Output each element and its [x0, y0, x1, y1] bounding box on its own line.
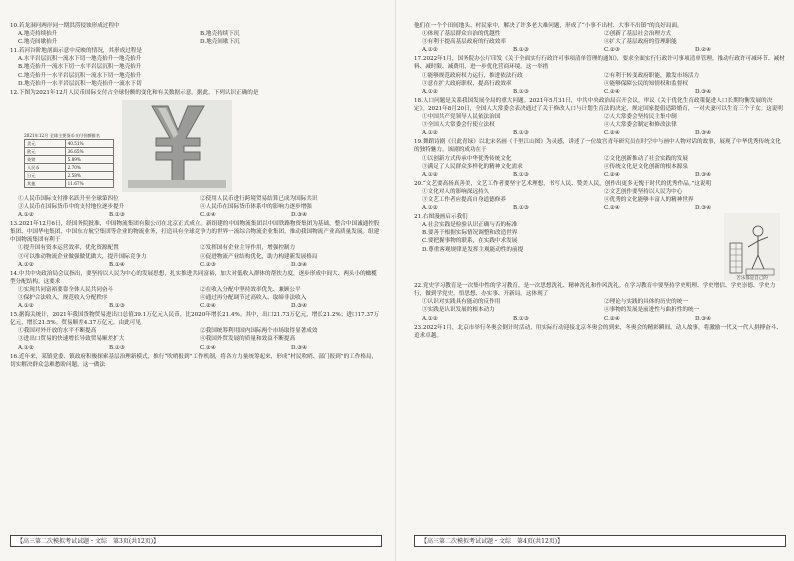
option: D.尊重客观规律是发挥主观能动性的前提: [422, 246, 524, 253]
statement: ①以创新方式传承中华优秀传统文化: [422, 155, 512, 162]
question-stem: 17.2022年1月，国务院办公厅印发《关于全面实行行政许可事项清单管理的通知》，要求全面实行行政许可事项清单管理，推动行政许可减环节、减材料、减时限、减费用，进一步优化营商环境。这一举措: [414, 56, 785, 71]
option: B.①③: [109, 212, 125, 219]
options: [422, 204, 786, 212]
statements: [422, 113, 786, 129]
table-row: [25, 155, 114, 163]
statement: ①我国对外开放的水平不断提高: [18, 328, 97, 335]
statement: ①认识对实践具有能动的反作用: [422, 299, 501, 306]
statement: ②使用人民币进行跨境贸易结算已成为国际共识: [200, 195, 318, 202]
left-page-footer: [10, 535, 382, 547]
question-20: [414, 180, 786, 212]
option: C.②③: [604, 47, 620, 54]
option: B.①③: [109, 344, 125, 351]
table-row: [25, 163, 114, 171]
footer-title: 【高三第二次模拟考试试题・文综 第4页(共12页)】: [421, 538, 564, 545]
option: A.①②: [18, 344, 34, 351]
question-stem: 16.近年来，某镇党委、镇政府积极探索基层治理新模式，推行“吹哨报到”工作机制，将各方力量统筹起来，形成“村民吹哨、部门报到”的工作格局，切实解决群众急难愁盼问题。这一做法: [10, 353, 378, 368]
option: B.①③: [513, 205, 529, 212]
option: B.①③: [513, 130, 529, 137]
question-19: [414, 138, 786, 178]
statement: ④能够保障公民的知情权和监督权: [604, 80, 688, 87]
question-14: [10, 270, 382, 310]
options: [18, 211, 382, 219]
option: A.水平岩层沉积一流水下切一地壳抬升一地壳抬升: [18, 56, 142, 63]
option: A.社会实践是检验认识正确与否的标准: [422, 222, 518, 229]
statements: [18, 244, 382, 260]
option: C.②④: [200, 303, 216, 310]
table-row: [25, 171, 114, 179]
statements: [422, 298, 786, 314]
left-page: [10, 22, 382, 528]
option: B.地壳持续下沉: [200, 31, 240, 38]
option: B.①③: [513, 171, 529, 178]
statements: [422, 30, 786, 46]
option: D.③④: [291, 261, 308, 268]
statement: ③实践是认识发展的根本动力: [422, 307, 495, 314]
statement: ②创新了基层社会治理方式: [604, 31, 672, 38]
table-cell: 美元: [25, 139, 66, 147]
statement: ③可以推动物流企业做强做优做大，提升国际竞争力: [18, 253, 147, 260]
table-cell: 40.51%: [65, 139, 113, 147]
right-page-footer: [414, 535, 786, 547]
question-21: [414, 213, 786, 281]
question-17: [414, 55, 786, 95]
option: B.①③: [109, 303, 125, 310]
statement: ④人大常委会制定和修改法律: [604, 122, 677, 129]
table-cell: 其他: [25, 179, 66, 187]
question-stem: 12.下图为2021年12月人民币国际支付占全球份额的变化和有关数据示意。据此，下列认识正确的是: [10, 89, 259, 96]
question-stem: 13.2021年12月6日，经国务院批准，中国物流集团有限公司在北京正式成立。新组建的中国物流集团以中国铁路物资集团为基础，整合中国诚通控股集团、中国华电集团、中国东方航空集团等企业的物流业务，打造具有全球竞争力的世界一流综合物流企业集团，推动我国物流产业高质量发展。组建中国物流集团有利于: [10, 221, 380, 244]
option: D.③④: [695, 171, 712, 178]
statement: ①提升国有资本运营效率，优化资源配置: [18, 245, 119, 252]
options: [422, 171, 786, 179]
option: A.①②: [422, 205, 438, 212]
table-cell: 人民币: [25, 163, 66, 171]
option: D.③④: [695, 88, 712, 95]
statement: ①文化对人的影响深远持久: [422, 188, 490, 195]
options: [422, 46, 786, 54]
option: C.地壳间歇抬升: [18, 39, 58, 46]
statement: ④促进物流产业结构优化，助力构建新发展格局: [200, 253, 318, 260]
question-stem: 15.据海关统计，2021年我国货物贸易进出口总值39.1万亿元人民币，比2020年增长21.4%。其中，出口21.73万亿元，增长21.2%；进口17.37万亿元，增长21.5%。贸易顺差4.37万亿元。由此可见: [10, 312, 380, 327]
option: B.①③: [513, 47, 529, 54]
table-row: [25, 139, 114, 147]
option: C.②④: [200, 212, 216, 219]
option: A.①②: [422, 88, 438, 95]
option: B.①③: [513, 88, 529, 95]
statements: [18, 286, 382, 302]
cartoon-caption: 苦乐都是自己的: [736, 276, 768, 282]
question-13: [10, 220, 382, 269]
yen-sign-image: [122, 100, 232, 192]
question-18: [414, 97, 786, 137]
question-stem: 11.若河谷阶地剖面示意中反映的情况，其形成过程是: [10, 48, 142, 55]
options: [422, 129, 786, 137]
table-row: [25, 179, 114, 187]
statement: ②我国统筹利用国内国际两个市场取得显著成效: [200, 328, 318, 335]
statement: ②有利于转变政府职能，激发市场活力: [604, 72, 700, 79]
question-12: [10, 89, 382, 219]
option: A.①②: [422, 130, 438, 137]
cartoon-illustration: [724, 213, 780, 281]
option: D.③④: [291, 212, 308, 219]
right-page: [414, 22, 786, 528]
statement: ③文艺工作者应提高自身道德修养: [422, 196, 506, 203]
table-cell: 日元: [25, 171, 66, 179]
statement: ②人大常委会坚持民主集中制: [604, 114, 677, 121]
statement: ②在收入分配中坚持效率优先、兼顾公平: [200, 286, 301, 293]
table-cell: 36.65%: [65, 147, 113, 155]
statement: ①体现了基层群众自治的优越性: [422, 31, 501, 38]
payment-share-table: [24, 132, 114, 188]
option: A.①②: [422, 47, 438, 54]
option: C.②③: [200, 261, 216, 268]
statement: ①能够规范政府权力运行，推进依法行政: [422, 72, 523, 79]
question-stem: 10.若龙洞河两岸同一期洪涝侵蚀形成过程中: [10, 23, 120, 29]
statement: ④我国外贸发展的质量和效益不断提高: [200, 336, 296, 343]
option: B.①④: [109, 261, 125, 268]
page-fold: [395, 0, 396, 561]
table-cell: 5.89%: [65, 155, 113, 163]
options: [18, 261, 382, 269]
option: A.①②: [18, 303, 34, 310]
statement: ③有利于提高基层政府的行政效率: [422, 39, 506, 46]
options: [18, 344, 382, 352]
option: C.②④: [604, 130, 620, 137]
option: D.③④: [695, 205, 712, 212]
option: C.要把握事物的联系，在实践中求发展: [422, 238, 518, 245]
statements: [18, 195, 382, 211]
option: D.地壳抬升一水平岩层沉积一地壳抬升一流水下切: [18, 80, 142, 87]
question-15: [10, 311, 382, 351]
table-row: [25, 147, 114, 155]
option: D.③④: [695, 315, 712, 322]
option: B.地壳抬升一流水下切一水平岩层沉积一地壳抬升: [18, 64, 142, 71]
option: B.要善于根据实际情况调整和改造世界: [422, 230, 518, 237]
statement: ④事物的发展是前进性与曲折性的统一: [604, 307, 700, 314]
table-cell: 欧元: [25, 147, 66, 155]
question-stem: 14.中共中央政治局会议指出，要坚持以人民为中心的发展思想，扎实推进共同富裕，加大对低收入群体的帮扶力度，逐步形成中间大、两头小的橄榄型分配结构。这要求: [10, 270, 377, 285]
statement: ③满足了人民群众多样化的精神文化需求: [422, 163, 523, 170]
option: B.①③: [513, 315, 529, 322]
question-23: [414, 324, 786, 340]
option: A.①②: [422, 171, 438, 178]
table-cell: 英镑: [25, 155, 66, 163]
statement: ④传统文化是文化创新的根本源泉: [604, 163, 688, 170]
options: [18, 30, 382, 46]
statement: ④人民币在国际货币体系中的影响力逐步增强: [200, 203, 312, 210]
question-stem: 20.“文艺要高扬真善美，文艺工作者要坚守艺术理想，书写人民、赞美人民，创作出更多无愧于时代的优秀作品。”这说明: [414, 180, 712, 187]
statement: ①实现共同富裕要靠全体人民共同奋斗: [18, 286, 114, 293]
option: A.地壳持续抬升: [18, 31, 58, 38]
table-cell: 2.70%: [65, 163, 113, 171]
option: C.②④: [200, 344, 216, 351]
statement: ④通过再分配调节过高收入、取缔非法收入: [200, 294, 307, 301]
option: C.②④: [604, 205, 620, 212]
option: A.①②: [18, 261, 34, 268]
options: [422, 315, 786, 323]
question-16: [10, 353, 382, 369]
statement: ②文化创新推动了社会实践的发展: [604, 155, 688, 162]
question-text: 他们在一个个田间地头、村民家中，解决了许多老大难问题，形成了“小事不出村、大事不出镇”的良好局面。: [414, 23, 683, 29]
statement: ①人民币国际支付排名跃升至全球第四位: [18, 195, 119, 202]
option: C.②④: [604, 171, 620, 178]
question-stem: 18.人口问题是关系我国发展全局的重大问题。2021年5月31日，中共中央政治局召开会议，审议《关于优化生育政策促进人口长期均衡发展的决定》。2021年8月20日，全国人大常委会表决通过了关于修改人口与计划生育法的决定，规定国家提倡适龄婚育，一对夫妻可以生育三个子女。这说明: [414, 97, 783, 112]
statement: ③全国人大常委会行使立法权: [422, 122, 495, 129]
option: D.③④: [291, 344, 308, 351]
statements: [422, 188, 786, 204]
question-22: [414, 282, 786, 322]
statement: ②理论与实践的具体的历史的统一: [604, 299, 688, 306]
option: D.地壳间歇下沉: [200, 39, 240, 46]
options: [18, 302, 382, 310]
option: C.②④: [604, 315, 620, 322]
question-11: [10, 47, 382, 87]
option: D.③④: [291, 303, 308, 310]
statements: [422, 155, 786, 171]
question-stem: 21.右图漫画启示我们: [414, 214, 468, 221]
option: D.②④: [695, 47, 712, 54]
statements: [18, 327, 382, 343]
options: [422, 88, 786, 96]
statement: ③保护合法收入，规范收入分配秩序: [18, 294, 108, 301]
question-10: [10, 22, 382, 46]
statement: ②文艺创作要坚持以人民为中心: [604, 188, 683, 195]
statement: ③人民币在国际货币中的支付地位逐步提升: [18, 203, 125, 210]
statements: [422, 72, 786, 88]
table-cell: 11.67%: [65, 179, 113, 187]
question-stem: 23.2022年1月，北京市举行冬奥会倒计时活动，用实际行动迎接北京冬奥会的到来，冬奥会的精彩瞬间、动人故事，将激励一代又一代人拼搏奋斗、追求卓越。: [414, 324, 782, 339]
table-cell: 2.58%: [65, 171, 113, 179]
statement: ④扩大了基层政府的管理职能: [604, 39, 677, 46]
statement: ③意在扩大政府职权，提高行政效率: [422, 80, 512, 87]
option: C.地壳抬升一水平岩层沉积一流水下切一地壳抬升: [18, 72, 142, 79]
footer-title: 【高三第二次模拟考试试题・文综 第3页(共12页)】: [17, 538, 160, 545]
option: A.①②: [18, 212, 34, 219]
question-stem: 19.舞蹈诗剧《只此青绿》以北宋名画《千里江山图》为灵感，讲述了一位故宫青年研究员在时空中与画中人物对话的故事，展现了中华优秀传统文化的独特魅力。该剧的成功在于: [414, 139, 781, 154]
option: C.②④: [604, 88, 620, 95]
table-caption: 2021年12月 全球主要货币支付份额排名: [24, 132, 100, 138]
statement: ①中国共产党领导人民依法治国: [422, 114, 501, 121]
question-stem: 22.党史学习教育是一次集中性的学习教育，是一次思想洗礼、精神洗礼和作风洗礼。在学习教育中要坚持学史明理、学史增信、学史崇德、学史力行，做到学党史、悟思想、办实事、开新局。这体现了: [414, 283, 776, 298]
option: A.①②: [422, 315, 438, 322]
option: D.③④: [695, 130, 712, 137]
statement: ③进出口贸易的快速增长导致贸易顺差扩大: [18, 336, 125, 343]
statement: ④优秀的文化能够丰富人的精神世界: [604, 196, 694, 203]
figure: [24, 100, 382, 192]
question-16-continued: [414, 22, 786, 54]
statement: ②发挥国有企业主导作用，增强控制力: [200, 245, 296, 252]
